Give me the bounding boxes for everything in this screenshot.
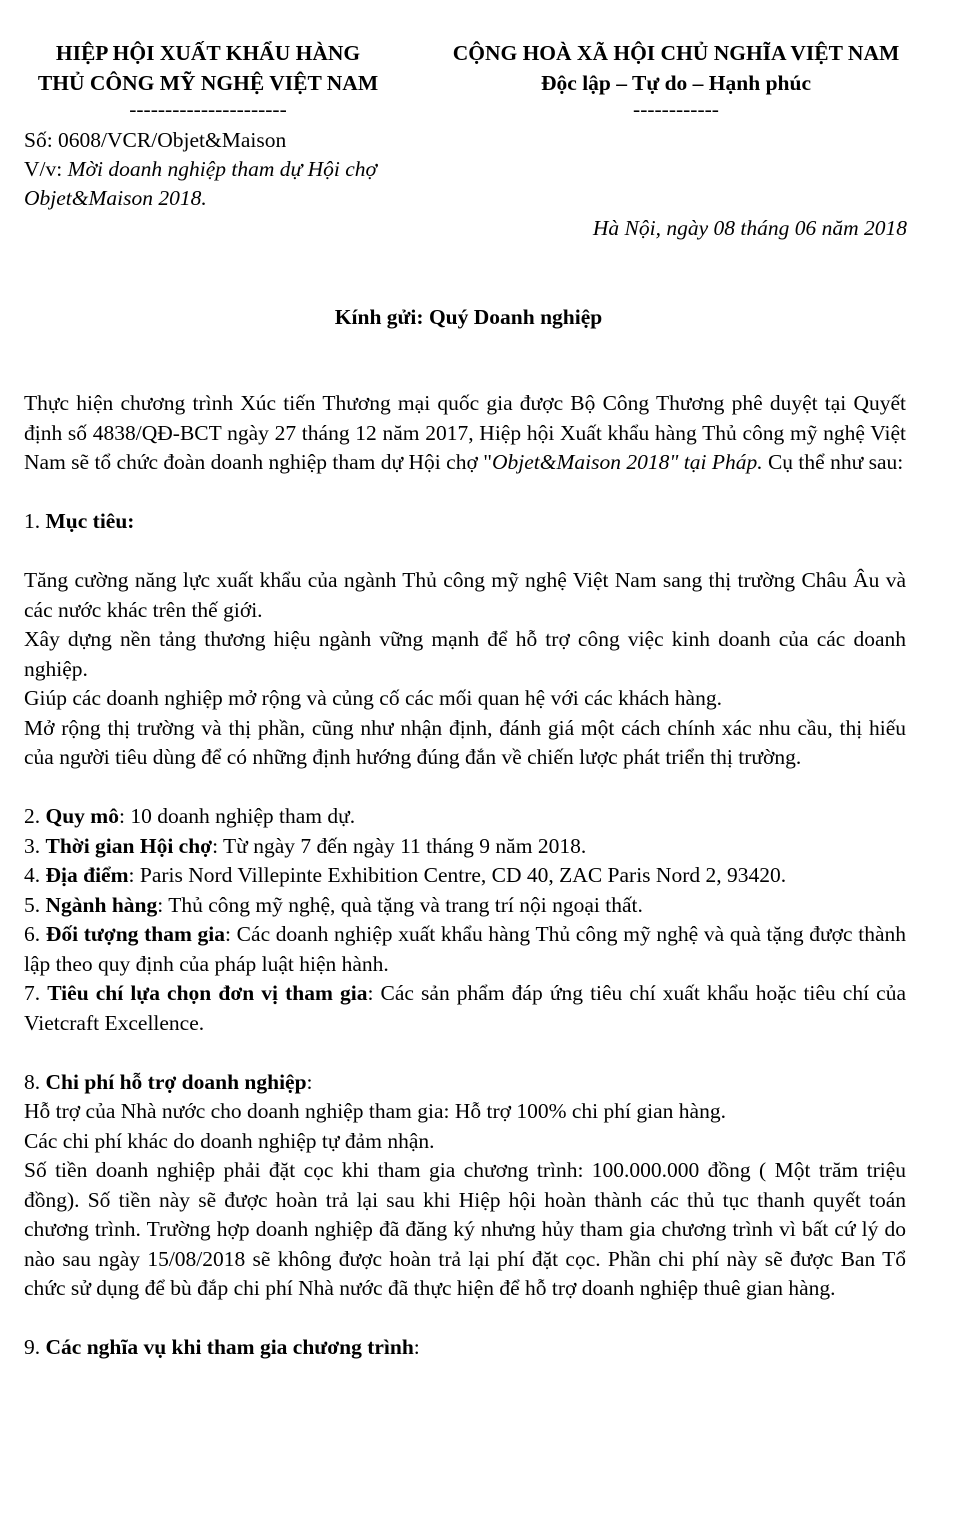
support-paragraph: Các chi phí khác do doanh nghiệp tự đảm nhận. [24, 1128, 435, 1153]
subject-line-2: Objet&Maison 2018. [24, 186, 207, 210]
section-8-number: 8. [24, 1069, 46, 1094]
document-reference [24, 126, 404, 213]
item-number: 6. [24, 922, 46, 946]
item-text: : Từ ngày 7 đến ngày 11 tháng 9 năm 2018. [212, 833, 587, 858]
item-number: 4. [24, 863, 46, 887]
intro-text: Thực hiện chương trình Xúc tiến Thương mại quốc gia được Bộ Công Thương phê duyệt tại Quyết định số 4838/QĐ-BCT ngày 27 tháng 12 năm 2017, Hiệp hội Xuất khẩu hàng Thủ công mỹ nghệ Việt Nam sẽ tổ chức đoàn doanh nghiệp tham dự Hội chợ " [24, 391, 906, 474]
intro-paragraph [24, 389, 906, 478]
section-1-heading [24, 507, 906, 537]
section-8-heading [24, 1068, 906, 1098]
section-1-title: Mục tiêu: [45, 509, 135, 533]
item-label: Thời gian Hội chợ [45, 833, 213, 858]
document-number: Số: 0608/VCR/Objet&Maison [24, 128, 287, 152]
section-9-number: 9. [24, 1335, 46, 1359]
item-label: Quy mô [45, 804, 119, 828]
date-line: Hà Nội, ngày 08 tháng 06 năm 2018 [592, 216, 907, 240]
item-scale [24, 802, 906, 832]
intro-event-name: Objet&Maison 2018" tại Pháp. [491, 450, 763, 474]
support-paragraph: Hỗ trợ của Nhà nước cho doanh nghiệp tham gia: Hỗ trợ 100% chi phí gian hàng. [24, 1099, 726, 1123]
subject-prefix: V/v: [24, 157, 68, 181]
item-location [24, 861, 906, 891]
objective-paragraph: Tăng cường năng lực xuất khẩu của ngành Thủ công mỹ nghệ Việt Nam sang thị trường Châu Âu và các nước khác trên thế giới. [24, 568, 906, 622]
national-header [420, 38, 932, 120]
nation-name: CỘNG HOÀ XÃ HỘI CHỦ NGHĨA VIỆT NAM [452, 41, 900, 65]
deposit-paragraph: Số tiền doanh nghiệp phải đặt cọc khi tham gia chương trình: 100.000.000 đồng ( Một trăm triệu đồng). Số tiền này sẽ được hoàn trả lại sau khi Hiệp hội hoàn thành các thủ tục thanh quyết toán chương trình. Trường hợp doanh nghiệp đã đăng ký nhưng hủy tham gia chương trình vì bất cứ lý do nào sau ngày 15/08/2018 sẽ không được hoàn trả lại phí đặt cọc. Phần chi phí này sẽ được Ban Tổ chức sử dụng để bù đắp chi phí Nhà nước đã thực hiện để hỗ trợ doanh nghiệp thuê gian hàng. [24, 1158, 906, 1300]
section-8-colon: : [306, 1069, 313, 1094]
section-9-title: Các nghĩa vụ khi tham gia chương trình [45, 1335, 414, 1359]
org-name-line-1: HIỆP HỘI XUẤT KHẨU HÀNG [55, 41, 361, 65]
item-text: : Các doanh nghiệp xuất khẩu hàng Thủ công mỹ nghệ và quà tặng được thành lập theo quy định của pháp luật hiện hành. [24, 922, 907, 976]
org-name-line-2: THỦ CÔNG MỸ NGHỆ VIỆT NAM [37, 71, 379, 95]
section-8-title: Chi phí hỗ trợ doanh nghiệp [45, 1069, 307, 1094]
document-subject [24, 155, 404, 184]
greeting: Kính gửi: Quý Doanh nghiệp [334, 305, 603, 329]
item-text: : Paris Nord Villepinte Exhibition Centre, CD 40, ZAC Paris Nord 2, 93420. [128, 863, 787, 887]
organization-header [24, 38, 392, 120]
item-text: : 10 doanh nghiệp tham dự. [118, 804, 356, 828]
org-divider: ---------------------- [129, 97, 287, 121]
item-participants [24, 920, 906, 979]
item-fair-time [24, 832, 906, 862]
item-number: 2. [24, 804, 46, 828]
national-motto: Độc lập – Tự do – Hạnh phúc [541, 71, 811, 95]
item-label: Địa điểm [45, 863, 129, 887]
item-selection-criteria [24, 979, 906, 1038]
nation-divider: ------------ [633, 97, 719, 121]
letter-body [24, 389, 906, 1363]
section-9-heading [24, 1333, 906, 1363]
item-text: : Thủ công mỹ nghệ, quà tặng và trang trí nội ngoại thất. [157, 892, 643, 917]
objective-paragraph: Giúp các doanh nghiệp mở rộng và củng cố các mối quan hệ với các khách hàng. [24, 686, 722, 710]
intro-tail: Cụ thể như sau: [762, 450, 904, 474]
section-9-colon: : [413, 1335, 420, 1359]
item-number: 7. [24, 981, 48, 1005]
item-label: Tiêu chí lựa chọn đơn vị tham gia [47, 981, 368, 1005]
objective-paragraph: Mở rộng thị trường và thị phần, cũng như nhận định, đánh giá một cách chính xác nhu cầu, thị hiếu của người tiêu dùng để có những định hướng đúng đắn về chiến lược phát triển thị trường. [24, 715, 906, 769]
item-text: : Các sản phẩm đáp ứng tiêu chí xuất khẩu hoặc tiêu chí của Vietcraft Excellence. [24, 981, 907, 1035]
item-number: 5. [24, 892, 46, 917]
section-1-number: 1. [24, 509, 46, 533]
item-industry [24, 891, 906, 921]
item-number: 3. [24, 833, 46, 858]
subject-line-1: Mời doanh nghiệp tham dự Hội chợ [67, 157, 377, 181]
item-label: Đối tượng tham gia [45, 922, 226, 946]
objective-paragraph: Xây dựng nền tảng thương hiệu ngành vững mạnh để hỗ trợ công việc kinh doanh của các doanh nghiệp. [24, 627, 906, 681]
item-label: Ngành hàng [45, 892, 158, 917]
